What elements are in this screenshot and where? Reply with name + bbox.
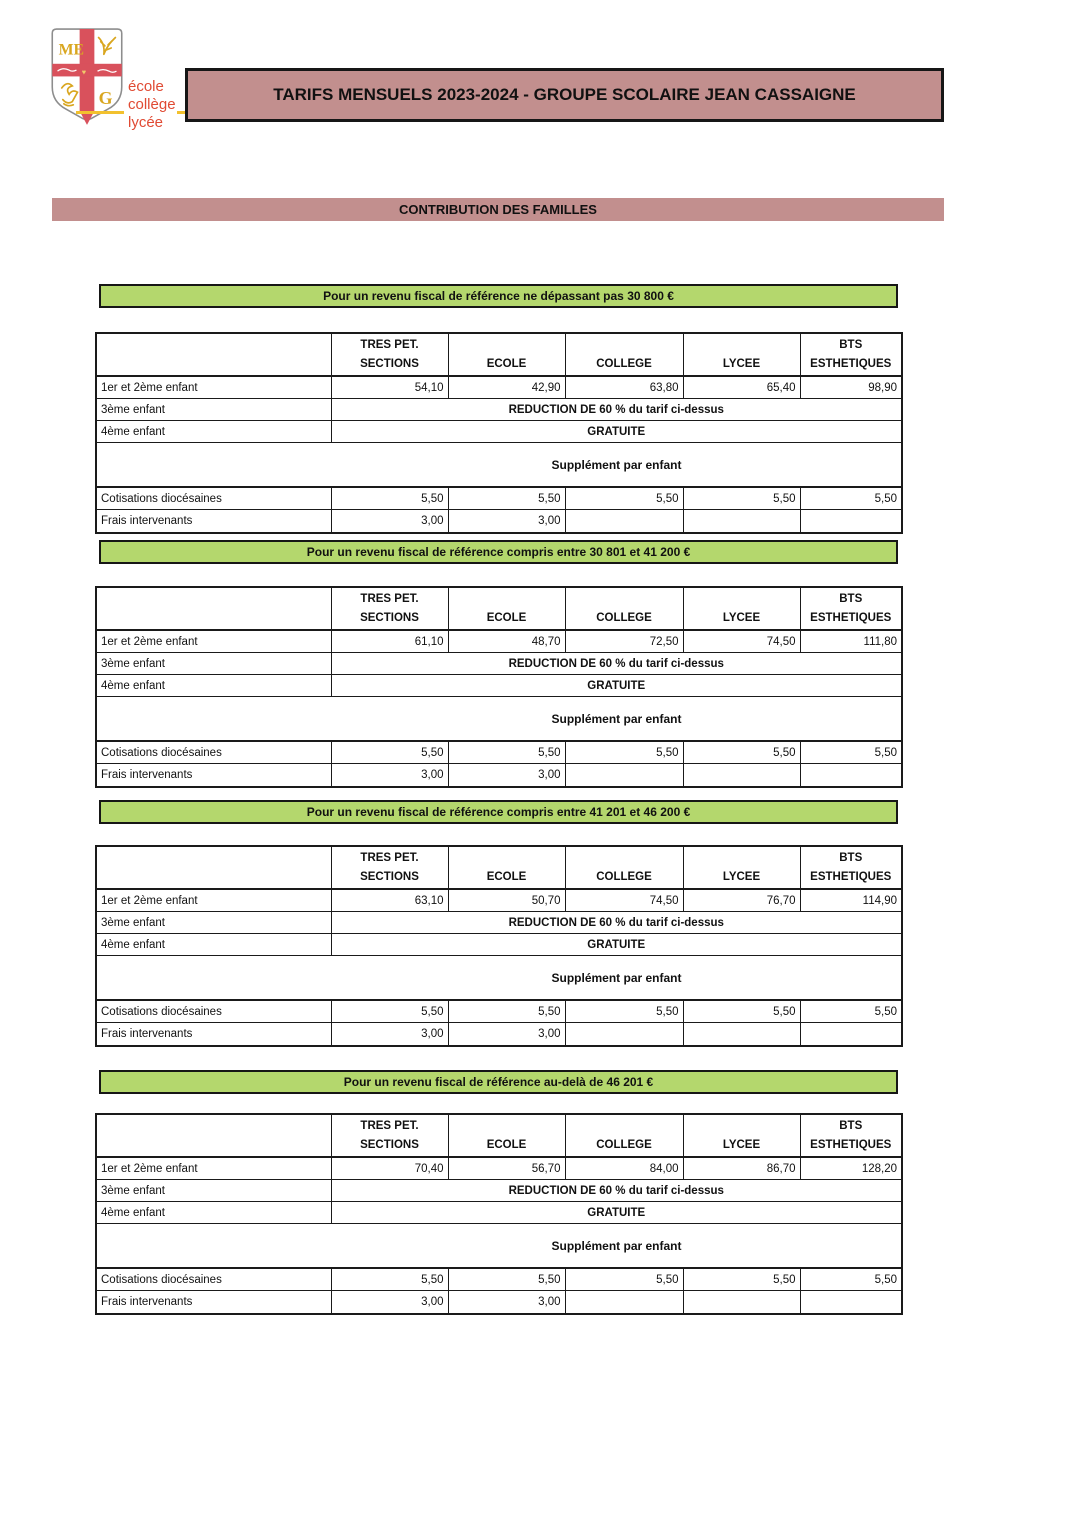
cell-value: 3,00 <box>331 764 448 788</box>
cell-value: 5,50 <box>800 1268 902 1291</box>
header-tres-pet-sections: TRES PET. SECTIONS <box>331 846 448 889</box>
cell-value: 3,00 <box>448 510 565 534</box>
tariff-table-3 <box>95 845 903 1047</box>
header-lycee: LYCEE <box>683 1114 800 1157</box>
cell-value: 5,50 <box>448 1268 565 1291</box>
row-cotisations <box>96 741 902 764</box>
income-band-4 <box>99 1070 898 1094</box>
cell-value: 5,50 <box>683 741 800 764</box>
merged-note: GRATUITE <box>331 934 902 956</box>
header-college: COLLEGE <box>565 333 683 376</box>
cell-value: 3,00 <box>448 764 565 788</box>
row-first-children <box>96 1157 902 1180</box>
cell-value: 5,50 <box>800 741 902 764</box>
cell-value: 128,20 <box>800 1157 902 1180</box>
cell-value: 61,10 <box>331 630 448 653</box>
cell-value: 86,70 <box>683 1157 800 1180</box>
level-college: collège <box>128 96 176 113</box>
supplement-cell: Supplément par enfant <box>96 697 902 742</box>
header-ecole: ECOLE <box>448 587 565 630</box>
row-cotisations <box>96 1268 902 1291</box>
table-header-row <box>96 587 902 630</box>
svg-text:♥: ♥ <box>81 67 87 77</box>
cell-empty <box>683 1291 800 1315</box>
cell-value: 5,50 <box>565 741 683 764</box>
row-label: 3ème enfant <box>96 653 331 675</box>
cell-value: 5,50 <box>331 1268 448 1291</box>
cell-empty <box>565 1023 683 1047</box>
merged-note: GRATUITE <box>331 1202 902 1224</box>
page-title-text: TARIFS MENSUELS 2023-2024 - GROUPE SCOLAIRE JEAN CASSAIGNE <box>273 85 856 104</box>
income-band-2 <box>99 540 898 564</box>
row-label: Frais intervenants <box>96 1023 331 1047</box>
row-label: 4ème enfant <box>96 421 331 443</box>
svg-text:G: G <box>98 87 113 108</box>
cell-value: 5,50 <box>565 1268 683 1291</box>
row-label: Frais intervenants <box>96 1291 331 1315</box>
header-lycee: LYCEE <box>683 587 800 630</box>
income-band-1-text: Pour un revenu fiscal de référence ne dépassant pas 30 800 € <box>323 289 674 303</box>
cell-value: 3,00 <box>331 1023 448 1047</box>
row-fourth-child <box>96 421 902 443</box>
row-frais <box>96 1023 902 1047</box>
cell-value: 63,80 <box>565 376 683 399</box>
header-tres-pet-sections: TRES PET. SECTIONS <box>331 1114 448 1157</box>
cell-value: 5,50 <box>565 487 683 510</box>
row-supplement-title <box>96 1224 902 1269</box>
merged-note: REDUCTION DE 60 % du tarif ci-dessus <box>331 912 902 934</box>
income-band-3 <box>99 800 898 824</box>
cell-empty <box>683 1023 800 1047</box>
cell-empty <box>800 1023 902 1047</box>
row-label: Cotisations diocésaines <box>96 1268 331 1291</box>
cell-empty <box>565 764 683 788</box>
cell-value: 5,50 <box>331 487 448 510</box>
row-label: Frais intervenants <box>96 764 331 788</box>
header-empty-cell <box>96 1114 331 1157</box>
row-label: 1er et 2ème enfant <box>96 889 331 912</box>
row-label: 1er et 2ème enfant <box>96 1157 331 1180</box>
cell-value: 5,50 <box>448 1000 565 1023</box>
merged-note: GRATUITE <box>331 421 902 443</box>
row-label: Cotisations diocésaines <box>96 741 331 764</box>
cell-value: 48,70 <box>448 630 565 653</box>
header-empty-cell <box>96 846 331 889</box>
row-label: 4ème enfant <box>96 934 331 956</box>
cell-value: 3,00 <box>448 1023 565 1047</box>
cell-value: 72,50 <box>565 630 683 653</box>
cell-value: 111,80 <box>800 630 902 653</box>
cell-empty <box>800 1291 902 1315</box>
row-label: 4ème enfant <box>96 675 331 697</box>
row-fourth-child <box>96 934 902 956</box>
header-tres-pet-sections: TRES PET. SECTIONS <box>331 587 448 630</box>
header-lycee: LYCEE <box>683 846 800 889</box>
cell-value: 5,50 <box>565 1000 683 1023</box>
row-supplement-title <box>96 697 902 742</box>
cell-value: 70,40 <box>331 1157 448 1180</box>
cell-value: 5,50 <box>448 487 565 510</box>
row-cotisations <box>96 1000 902 1023</box>
cell-value: 3,00 <box>448 1291 565 1315</box>
cell-value: 74,50 <box>565 889 683 912</box>
cell-value: 5,50 <box>683 1000 800 1023</box>
cell-empty <box>800 764 902 788</box>
cell-empty <box>800 510 902 534</box>
row-third-child <box>96 912 902 934</box>
cell-value: 98,90 <box>800 376 902 399</box>
row-supplement-title <box>96 956 902 1001</box>
merged-note: GRATUITE <box>331 675 902 697</box>
svg-text:ME: ME <box>58 41 84 59</box>
header-college: COLLEGE <box>565 1114 683 1157</box>
supplement-cell: Supplément par enfant <box>96 443 902 488</box>
section-banner <box>52 198 944 221</box>
table-header-row <box>96 1114 902 1157</box>
header-empty-cell <box>96 587 331 630</box>
cell-value: 74,50 <box>683 630 800 653</box>
cell-empty <box>683 764 800 788</box>
cell-value: 114,90 <box>800 889 902 912</box>
row-first-children <box>96 630 902 653</box>
cell-empty <box>565 1291 683 1315</box>
merged-note: REDUCTION DE 60 % du tarif ci-dessus <box>331 399 902 421</box>
row-frais <box>96 510 902 534</box>
table-header-row <box>96 333 902 376</box>
merged-note: REDUCTION DE 60 % du tarif ci-dessus <box>331 1180 902 1202</box>
row-label: Cotisations diocésaines <box>96 1000 331 1023</box>
cell-value: 84,00 <box>565 1157 683 1180</box>
cell-value: 56,70 <box>448 1157 565 1180</box>
row-label: 1er et 2ème enfant <box>96 630 331 653</box>
income-band-3-text: Pour un revenu fiscal de référence compris entre 41 201 et 46 200 € <box>306 805 691 819</box>
header-bts: BTS ESTHETIQUES <box>800 333 902 376</box>
cell-value: 5,50 <box>800 487 902 510</box>
supplement-cell: Supplément par enfant <box>96 1224 902 1269</box>
row-first-children <box>96 889 902 912</box>
row-fourth-child <box>96 1202 902 1224</box>
cell-value: 3,00 <box>331 510 448 534</box>
page-title <box>185 68 944 122</box>
income-band-1 <box>99 284 898 308</box>
section-banner-text: CONTRIBUTION DES FAMILLES <box>399 202 597 217</box>
cell-value: 54,10 <box>331 376 448 399</box>
cell-value: 76,70 <box>683 889 800 912</box>
header-bts: BTS ESTHETIQUES <box>800 587 902 630</box>
cell-empty <box>565 510 683 534</box>
cell-value: 5,50 <box>800 1000 902 1023</box>
row-third-child <box>96 1180 902 1202</box>
header-tres-pet-sections: TRES PET. SECTIONS <box>331 333 448 376</box>
tariff-table-1 <box>95 332 903 534</box>
header-ecole: ECOLE <box>448 846 565 889</box>
cell-value: 5,50 <box>331 741 448 764</box>
row-label: 1er et 2ème enfant <box>96 376 331 399</box>
level-lycee: lycée <box>128 114 164 131</box>
income-band-4-text: Pour un revenu fiscal de référence au-delà de 46 201 € <box>343 1075 654 1089</box>
header-ecole: ECOLE <box>448 333 565 376</box>
header-bts: BTS ESTHETIQUES <box>800 1114 902 1157</box>
merged-note: REDUCTION DE 60 % du tarif ci-dessus <box>331 653 902 675</box>
row-supplement-title <box>96 443 902 488</box>
row-label: 4ème enfant <box>96 1202 331 1224</box>
row-third-child <box>96 653 902 675</box>
cell-empty <box>683 510 800 534</box>
cell-value: 5,50 <box>448 741 565 764</box>
row-frais <box>96 764 902 788</box>
cell-value: 5,50 <box>683 1268 800 1291</box>
header-college: COLLEGE <box>565 587 683 630</box>
supplement-cell: Supplément par enfant <box>96 956 902 1001</box>
row-label: 3ème enfant <box>96 399 331 421</box>
school-levels <box>128 78 176 132</box>
row-first-children <box>96 376 902 399</box>
row-cotisations <box>96 487 902 510</box>
row-label: 3ème enfant <box>96 1180 331 1202</box>
tariff-table-2 <box>95 586 903 788</box>
header-lycee: LYCEE <box>683 333 800 376</box>
cell-value: 65,40 <box>683 376 800 399</box>
row-frais <box>96 1291 902 1315</box>
header-ecole: ECOLE <box>448 1114 565 1157</box>
row-fourth-child <box>96 675 902 697</box>
header-bts: BTS ESTHETIQUES <box>800 846 902 889</box>
cell-value: 42,90 <box>448 376 565 399</box>
cell-value: 5,50 <box>331 1000 448 1023</box>
header-college: COLLEGE <box>565 846 683 889</box>
row-third-child <box>96 399 902 421</box>
table-header-row <box>96 846 902 889</box>
row-label: Frais intervenants <box>96 510 331 534</box>
cell-value: 5,50 <box>683 487 800 510</box>
income-band-2-text: Pour un revenu fiscal de référence compris entre 30 801 et 41 200 € <box>306 545 691 559</box>
cell-value: 3,00 <box>331 1291 448 1315</box>
level-ecole: école <box>128 78 164 95</box>
header-empty-cell <box>96 333 331 376</box>
yellow-line-left <box>76 111 124 114</box>
row-label: 3ème enfant <box>96 912 331 934</box>
tariff-table-4 <box>95 1113 903 1315</box>
cell-value: 63,10 <box>331 889 448 912</box>
row-label: Cotisations diocésaines <box>96 487 331 510</box>
cell-value: 50,70 <box>448 889 565 912</box>
